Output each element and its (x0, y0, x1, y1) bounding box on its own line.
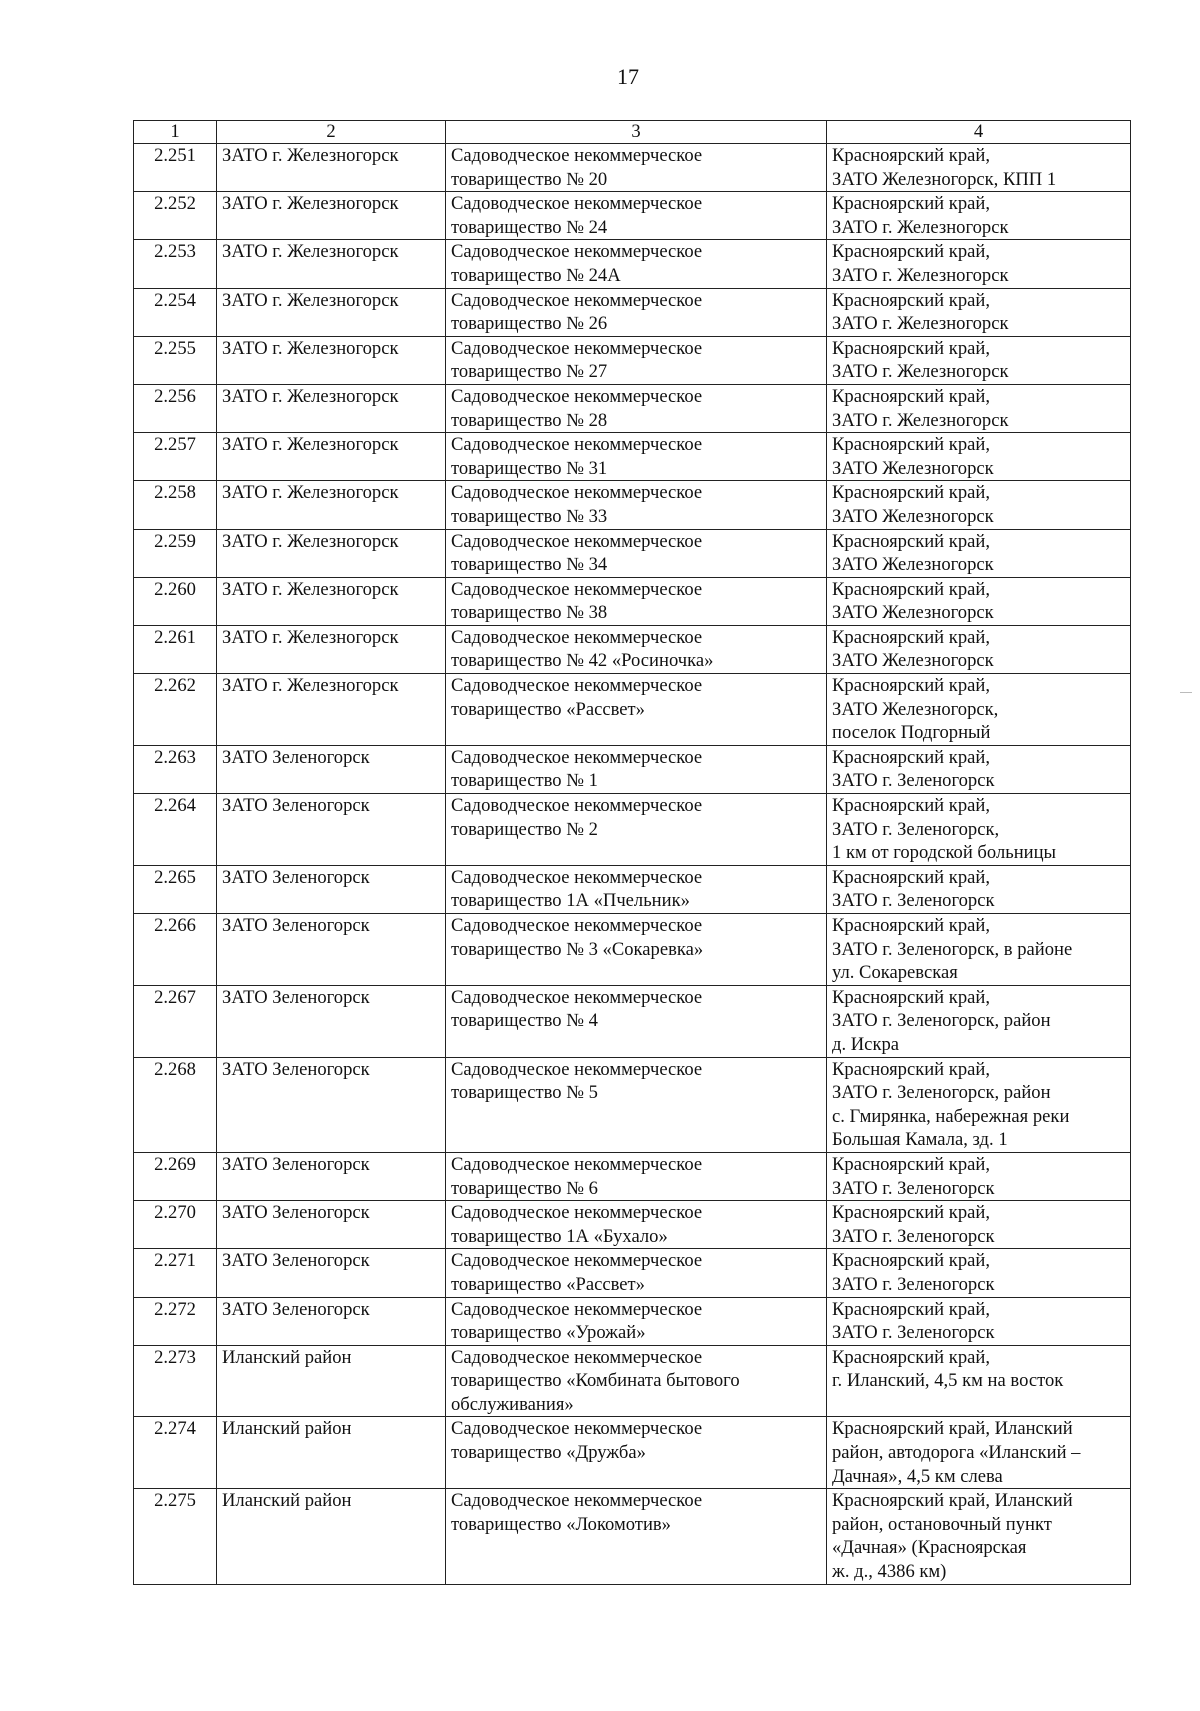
address-line: Красноярский край, (832, 289, 990, 311)
table-header-row (134, 121, 1131, 144)
organization-name-cell (446, 240, 827, 288)
organization-name-line: Садоводческое некоммерческое (451, 746, 703, 768)
row-number-cell: 2.258 (134, 481, 217, 529)
column-header-1: 1 (134, 121, 217, 144)
address-line: ЗАТО г. Зеленогорск (832, 1177, 995, 1199)
organization-name-line: Садоводческое некоммерческое (451, 915, 703, 936)
address-line: ЗАТО Железногорск, (832, 698, 999, 720)
address-line: ул. Сокаревская (832, 962, 958, 984)
address-line: ЗАТО Железногорск (832, 554, 994, 576)
row-number-cell: 2.275 (134, 1489, 217, 1584)
address-line: ЗАТО г. Зеленогорск, район (832, 1082, 1051, 1104)
address-line: район, автодорога «Иланский – (832, 1442, 1081, 1464)
table-row (134, 865, 1131, 913)
municipality-cell: ЗАТО г. Железногорск (217, 384, 446, 432)
address-line: Красноярский край, (832, 1202, 990, 1224)
address-cell (827, 1345, 1131, 1417)
table-row (134, 1201, 1131, 1249)
municipality-cell: Иланский район (217, 1417, 446, 1489)
table-row (134, 577, 1131, 625)
organization-name-line: Садоводческое некоммерческое (451, 530, 703, 552)
municipality-cell: ЗАТО Зеленогорск (217, 1057, 446, 1152)
organization-name-line: Садоводческое некоммерческое (451, 1418, 703, 1440)
address-line: Красноярский край, (832, 866, 990, 888)
organization-name-line: товарищество № 6 (451, 1177, 598, 1199)
column-header-3: 3 (446, 121, 827, 144)
address-cell (827, 1152, 1131, 1200)
municipality-cell: ЗАТО г. Железногорск (217, 336, 446, 384)
organization-name-cell (446, 384, 827, 432)
organization-name-cell (446, 1345, 827, 1417)
address-line: Дачная», 4,5 км слева (832, 1465, 1003, 1487)
address-line: Красноярский край, (832, 578, 990, 600)
municipality-cell: ЗАТО г. Железногорск (217, 674, 446, 746)
address-line: «Дачная» (Красноярская (832, 1537, 1027, 1559)
organization-name-line: товарищество № 26 (451, 313, 608, 335)
address-line: район, остановочный пункт (832, 1513, 1052, 1535)
register-table-container (133, 120, 1131, 1585)
address-line: Красноярский край, (832, 145, 990, 166)
table-row (134, 914, 1131, 986)
organization-name-line: товарищество № 27 (451, 361, 608, 383)
address-line: ЗАТО Железногорск (832, 505, 994, 527)
municipality-cell: ЗАТО г. Железногорск (217, 433, 446, 481)
address-line: Большая Камала, зд. 1 (832, 1129, 1008, 1151)
organization-name-line: Садоводческое некоммерческое (451, 626, 703, 648)
address-line: ЗАТО Железногорск (832, 650, 994, 672)
address-line: Красноярский край, (832, 626, 990, 648)
table-row (134, 794, 1131, 866)
organization-name-cell (446, 1417, 827, 1489)
address-cell (827, 481, 1131, 529)
organization-name-cell (446, 674, 827, 746)
municipality-cell: ЗАТО Зеленогорск (217, 1152, 446, 1200)
municipality-cell: ЗАТО г. Железногорск (217, 625, 446, 673)
address-line: Красноярский край, (832, 1153, 990, 1175)
row-number-cell: 2.251 (134, 144, 217, 192)
municipality-cell: ЗАТО Зеленогорск (217, 985, 446, 1057)
row-number-cell: 2.265 (134, 865, 217, 913)
organization-name-line: Садоводческое некоммерческое (451, 241, 703, 263)
organization-name-line: обслуживания» (451, 1393, 574, 1415)
row-number-cell: 2.260 (134, 577, 217, 625)
row-number-cell: 2.266 (134, 914, 217, 986)
address-line: Красноярский край, Иланский (832, 1418, 1073, 1440)
margin-mark (1180, 692, 1192, 693)
organization-name-line: Садоводческое некоммерческое (451, 1250, 703, 1272)
address-line: ЗАТО г. Зеленогорск, (832, 818, 1000, 840)
table-row (134, 240, 1131, 288)
organization-name-line: товарищество 1А «Пчельник» (451, 890, 690, 912)
address-cell (827, 1249, 1131, 1297)
row-number-cell: 2.256 (134, 384, 217, 432)
row-number-cell: 2.271 (134, 1249, 217, 1297)
municipality-cell: Иланский район (217, 1345, 446, 1417)
table-row (134, 192, 1131, 240)
address-line: Красноярский край, (832, 385, 990, 407)
organization-name-line: Садоводческое некоммерческое (451, 1058, 703, 1080)
organization-name-line: Садоводческое некоммерческое (451, 795, 703, 817)
row-number-cell: 2.262 (134, 674, 217, 746)
address-cell (827, 865, 1131, 913)
organization-name-line: товарищество «Урожай» (451, 1322, 646, 1344)
organization-name-line: товарищество № 2 (451, 818, 598, 840)
address-cell (827, 745, 1131, 793)
organization-name-line: товарищество «Рассвет» (451, 698, 645, 720)
organization-name-line: товарищество № 3 «Сокаревка» (451, 938, 704, 960)
municipality-cell: ЗАТО Зеленогорск (217, 865, 446, 913)
organization-name-cell (446, 865, 827, 913)
organization-name-cell (446, 1201, 827, 1249)
organization-name-line: товарищество № 24А (451, 264, 621, 286)
municipality-cell: ЗАТО г. Железногорск (217, 577, 446, 625)
table-row (134, 1489, 1131, 1584)
organization-name-line: товарищество № 33 (451, 505, 608, 527)
organization-name-line: товарищество № 5 (451, 1082, 598, 1104)
address-line: Красноярский край, Иланский (832, 1490, 1073, 1512)
municipality-cell: ЗАТО г. Железногорск (217, 192, 446, 240)
organization-name-line: товарищество № 20 (451, 168, 608, 190)
address-line: Красноярский край, (832, 434, 990, 456)
organization-name-line: Садоводческое некоммерческое (451, 385, 703, 407)
address-cell (827, 1201, 1131, 1249)
address-line: Красноярский край, (832, 795, 990, 817)
organization-name-line: товарищество № 28 (451, 409, 608, 431)
municipality-cell: ЗАТО Зеленогорск (217, 794, 446, 866)
table-row (134, 1057, 1131, 1152)
table-row (134, 1152, 1131, 1200)
address-cell (827, 794, 1131, 866)
table-row (134, 144, 1131, 192)
municipality-cell: ЗАТО г. Железногорск (217, 481, 446, 529)
address-line: ЗАТО Железногорск (832, 457, 994, 479)
municipality-cell: ЗАТО г. Железногорск (217, 529, 446, 577)
row-number-cell: 2.255 (134, 336, 217, 384)
address-line: д. Искра (832, 1033, 900, 1055)
table-row (134, 529, 1131, 577)
address-line: ЗАТО г. Железногорск (832, 264, 1009, 286)
organization-name-cell (446, 336, 827, 384)
address-line: с. Гмирянка, набережная реки (832, 1105, 1070, 1127)
organization-name-line: Садоводческое некоммерческое (451, 337, 703, 359)
table-row (134, 1249, 1131, 1297)
municipality-cell: ЗАТО г. Железногорск (217, 144, 446, 192)
organization-name-cell (446, 985, 827, 1057)
address-cell (827, 192, 1131, 240)
organization-name-line: Садоводческое некоммерческое (451, 578, 703, 600)
row-number-cell: 2.253 (134, 240, 217, 288)
address-cell (827, 1489, 1131, 1584)
address-line: поселок Подгорный (832, 722, 991, 744)
organization-name-line: Садоводческое некоммерческое (451, 866, 703, 888)
register-table (133, 120, 1131, 1585)
address-line: Красноярский край, (832, 337, 990, 359)
address-line: Красноярский край, (832, 1058, 990, 1080)
address-line: Красноярский край, (832, 986, 990, 1008)
organization-name-line: Садоводческое некоммерческое (451, 1490, 703, 1512)
organization-name-line: товарищество № 38 (451, 602, 608, 624)
address-cell (827, 529, 1131, 577)
organization-name-line: Садоводческое некоммерческое (451, 1346, 703, 1368)
address-line: Красноярский край, (832, 241, 990, 263)
row-number-cell: 2.252 (134, 192, 217, 240)
address-line: Красноярский край, (832, 193, 990, 215)
organization-name-line: Садоводческое некоммерческое (451, 289, 703, 311)
address-line: Красноярский край, (832, 915, 990, 936)
table-row (134, 288, 1131, 336)
column-header-2: 2 (217, 121, 446, 144)
municipality-cell: ЗАТО г. Железногорск (217, 288, 446, 336)
organization-name-cell (446, 1249, 827, 1297)
municipality-cell: ЗАТО Зеленогорск (217, 1297, 446, 1345)
table-row (134, 1297, 1131, 1345)
table-row (134, 1417, 1131, 1489)
organization-name-cell (446, 433, 827, 481)
organization-name-line: Садоводческое некоммерческое (451, 1202, 703, 1224)
address-cell (827, 1057, 1131, 1152)
address-line: Красноярский край, (832, 1298, 990, 1320)
organization-name-line: товарищество № 31 (451, 457, 608, 479)
row-number-cell: 2.264 (134, 794, 217, 866)
row-number-cell: 2.274 (134, 1417, 217, 1489)
address-line: ЗАТО г. Железногорск (832, 361, 1009, 383)
address-cell (827, 240, 1131, 288)
address-cell (827, 914, 1131, 986)
address-line: ЗАТО Железногорск (832, 602, 994, 624)
organization-name-line: Садоводческое некоммерческое (451, 145, 703, 166)
organization-name-cell (446, 1297, 827, 1345)
address-line: ЗАТО г. Зеленогорск (832, 770, 995, 792)
address-cell (827, 577, 1131, 625)
municipality-cell: ЗАТО Зеленогорск (217, 1249, 446, 1297)
table-row (134, 674, 1131, 746)
address-line: ЗАТО г. Зеленогорск (832, 1322, 995, 1344)
organization-name-line: товарищество № 1 (451, 770, 598, 792)
table-row (134, 625, 1131, 673)
address-cell (827, 288, 1131, 336)
address-cell (827, 1297, 1131, 1345)
organization-name-line: Садоводческое некоммерческое (451, 193, 703, 215)
address-line: Красноярский край, (832, 1250, 990, 1272)
row-number-cell: 2.263 (134, 745, 217, 793)
address-line: Красноярский край, (832, 530, 990, 552)
municipality-cell: ЗАТО Зеленогорск (217, 745, 446, 793)
row-number-cell: 2.259 (134, 529, 217, 577)
address-cell (827, 674, 1131, 746)
address-cell (827, 336, 1131, 384)
table-row (134, 433, 1131, 481)
column-header-4: 4 (827, 121, 1131, 144)
address-line: Красноярский край, (832, 1346, 990, 1368)
address-line: Красноярский край, (832, 746, 990, 768)
address-line: 1 км от городской больницы (832, 842, 1057, 864)
organization-name-cell (446, 745, 827, 793)
table-row (134, 384, 1131, 432)
address-line: Красноярский край, (832, 482, 990, 504)
row-number-cell: 2.270 (134, 1201, 217, 1249)
address-line: ЗАТО г. Железногорск (832, 313, 1009, 335)
row-number-cell: 2.261 (134, 625, 217, 673)
organization-name-cell (446, 1152, 827, 1200)
row-number-cell: 2.272 (134, 1297, 217, 1345)
address-cell (827, 1417, 1131, 1489)
organization-name-cell (446, 914, 827, 986)
address-line: г. Иланский, 4,5 км на восток (832, 1370, 1064, 1392)
organization-name-line: товарищество «Локомотив» (451, 1513, 671, 1535)
address-line: ЗАТО г. Зеленогорск (832, 1225, 995, 1247)
address-cell (827, 384, 1131, 432)
address-line: ж. д., 4386 км) (832, 1561, 947, 1583)
address-line: ЗАТО г. Зеленогорск, район (832, 1010, 1051, 1032)
address-line: ЗАТО Железногорск, КПП 1 (832, 168, 1057, 190)
organization-name-line: товарищество «Дружба» (451, 1442, 646, 1464)
table-row (134, 985, 1131, 1057)
address-cell (827, 433, 1131, 481)
organization-name-cell (446, 577, 827, 625)
table-body (134, 144, 1131, 1585)
row-number-cell: 2.269 (134, 1152, 217, 1200)
row-number-cell: 2.268 (134, 1057, 217, 1152)
address-line: ЗАТО г. Зеленогорск (832, 890, 995, 912)
address-line: ЗАТО г. Железногорск (832, 409, 1009, 431)
table-row (134, 745, 1131, 793)
organization-name-cell (446, 144, 827, 192)
organization-name-line: товарищество № 34 (451, 554, 608, 576)
municipality-cell: Иланский район (217, 1489, 446, 1584)
address-line: ЗАТО г. Зеленогорск (832, 1273, 995, 1295)
address-cell (827, 985, 1131, 1057)
row-number-cell: 2.257 (134, 433, 217, 481)
page-number: 17 (617, 64, 639, 89)
row-number-cell: 2.267 (134, 985, 217, 1057)
organization-name-cell (446, 192, 827, 240)
address-line: ЗАТО г. Зеленогорск, в районе (832, 938, 1073, 960)
municipality-cell: ЗАТО Зеленогорск (217, 914, 446, 986)
organization-name-cell (446, 1057, 827, 1152)
table-row (134, 336, 1131, 384)
organization-name-line: товарищество «Рассвет» (451, 1273, 645, 1295)
address-line: ЗАТО г. Железногорск (832, 216, 1009, 238)
table-row (134, 481, 1131, 529)
organization-name-line: Садоводческое некоммерческое (451, 986, 703, 1008)
municipality-cell: ЗАТО г. Железногорск (217, 240, 446, 288)
organization-name-line: Садоводческое некоммерческое (451, 482, 703, 504)
table-row (134, 1345, 1131, 1417)
row-number-cell: 2.273 (134, 1345, 217, 1417)
organization-name-line: Садоводческое некоммерческое (451, 675, 703, 697)
organization-name-cell (446, 1489, 827, 1584)
organization-name-line: Садоводческое некоммерческое (451, 1298, 703, 1320)
organization-name-line: товарищество «Комбината бытового (451, 1370, 740, 1392)
municipality-cell: ЗАТО Зеленогорск (217, 1201, 446, 1249)
organization-name-line: товарищество № 24 (451, 216, 608, 238)
organization-name-cell (446, 625, 827, 673)
organization-name-cell (446, 794, 827, 866)
organization-name-cell (446, 481, 827, 529)
organization-name-line: Садоводческое некоммерческое (451, 434, 703, 456)
row-number-cell: 2.254 (134, 288, 217, 336)
organization-name-line: товарищество 1А «Бухало» (451, 1225, 668, 1247)
organization-name-cell (446, 288, 827, 336)
organization-name-line: Садоводческое некоммерческое (451, 1153, 703, 1175)
address-cell (827, 144, 1131, 192)
address-cell (827, 625, 1131, 673)
organization-name-cell (446, 529, 827, 577)
organization-name-line: товарищество № 42 «Росиночка» (451, 650, 714, 672)
address-line: Красноярский край, (832, 675, 990, 697)
organization-name-line: товарищество № 4 (451, 1010, 598, 1032)
